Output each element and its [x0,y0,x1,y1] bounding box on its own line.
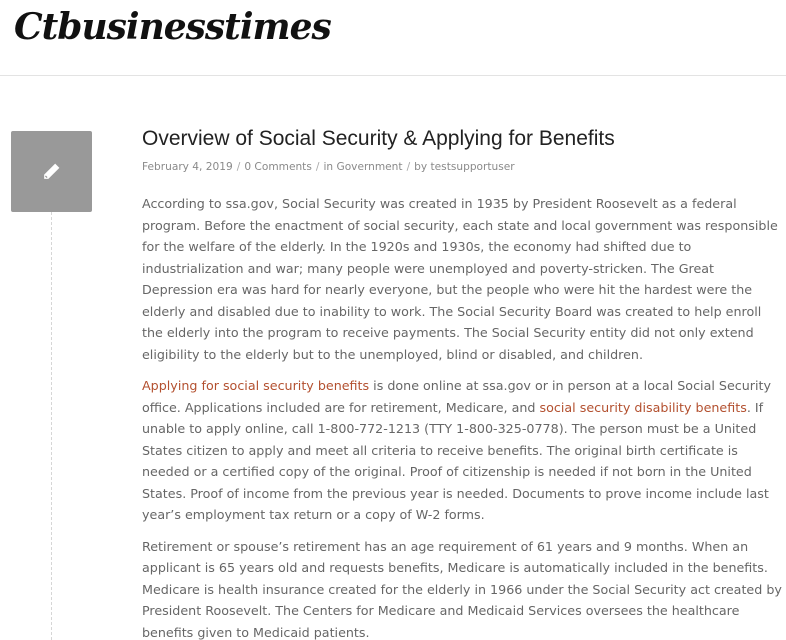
post-format-badge[interactable] [11,131,92,212]
post-meta [142,160,782,174]
site-logo[interactable]: Ctbusinesstimes [14,6,331,48]
post-content [142,124,782,640]
author-label: by [414,161,428,173]
paragraph-2 [142,375,782,526]
paragraph-1: According to ssa.gov, Social Security was created in 1935 by President Roosevelt as a federal program. Before the enactment of social security, each state and local government was responsible for the welfare of the elderly. In the 1920s and 1930s, the economy had shifted due to industrialization and war; many people were unemployed and poverty-stricken. The Great Depression era was hard for nearly everyone, but the people who were hit the hardest were the elderly and disabled due to inability to work. The Social Security Board was created to help enroll the elderly into the program to receive payments. The Social Security entity did not only extend eligibility to the elderly but to the unemployed, blind or disabled, and children. [142,196,778,362]
applying-benefits-link[interactable]: Applying for social security benefits [142,378,370,393]
author-link[interactable]: testsupportuser [430,161,515,173]
meta-separator: / [236,161,241,173]
paragraph-3: Retirement or spouse’s retirement has an age requirement of 61 years and 9 months. When an applicant is 65 years old and requests benefits, Medicare is automatically included in the benefits. Medicare is health insurance created for the elderly in 1966 under the Social Security act created by President Roosevelt. The Centers for Medicare and Medicaid Services oversees the healthcare benefits given to Medicaid patients. [142,538,782,640]
site-header [0,0,786,76]
post-title[interactable]: Overview of Social Security & Applying for Benefits [142,127,615,150]
post-date: February 4, 2019 [142,161,233,173]
meta-separator: / [406,161,411,173]
paragraph-2-text-1: is done online at ssa.gov or in person at a local Social Security office. Applications included are for retirement, Medicare, and [142,378,772,415]
comments-link[interactable]: 0 Comments [244,161,312,173]
pencil-icon [41,161,62,182]
meta-separator: / [315,161,320,173]
category-label: in [323,161,334,173]
category-link[interactable]: Government [336,161,403,173]
paragraph-2-text-2: . If unable to apply online, call 1-800-772-1213 (TTY 1-800-325-0778). The person must be a United States citizen to apply and meet all criteria to receive benefits. The original birth certificate is needed or a certified copy of the original. Proof of citizenship is needed if not born in the United States. Proof of income from the previous year is needed. Documents to prove income include last year’s employment tax return or a copy of W-2 forms. [142,399,769,522]
disability-benefits-link[interactable]: social security disability benefits [539,399,747,415]
timeline-divider [51,212,52,640]
